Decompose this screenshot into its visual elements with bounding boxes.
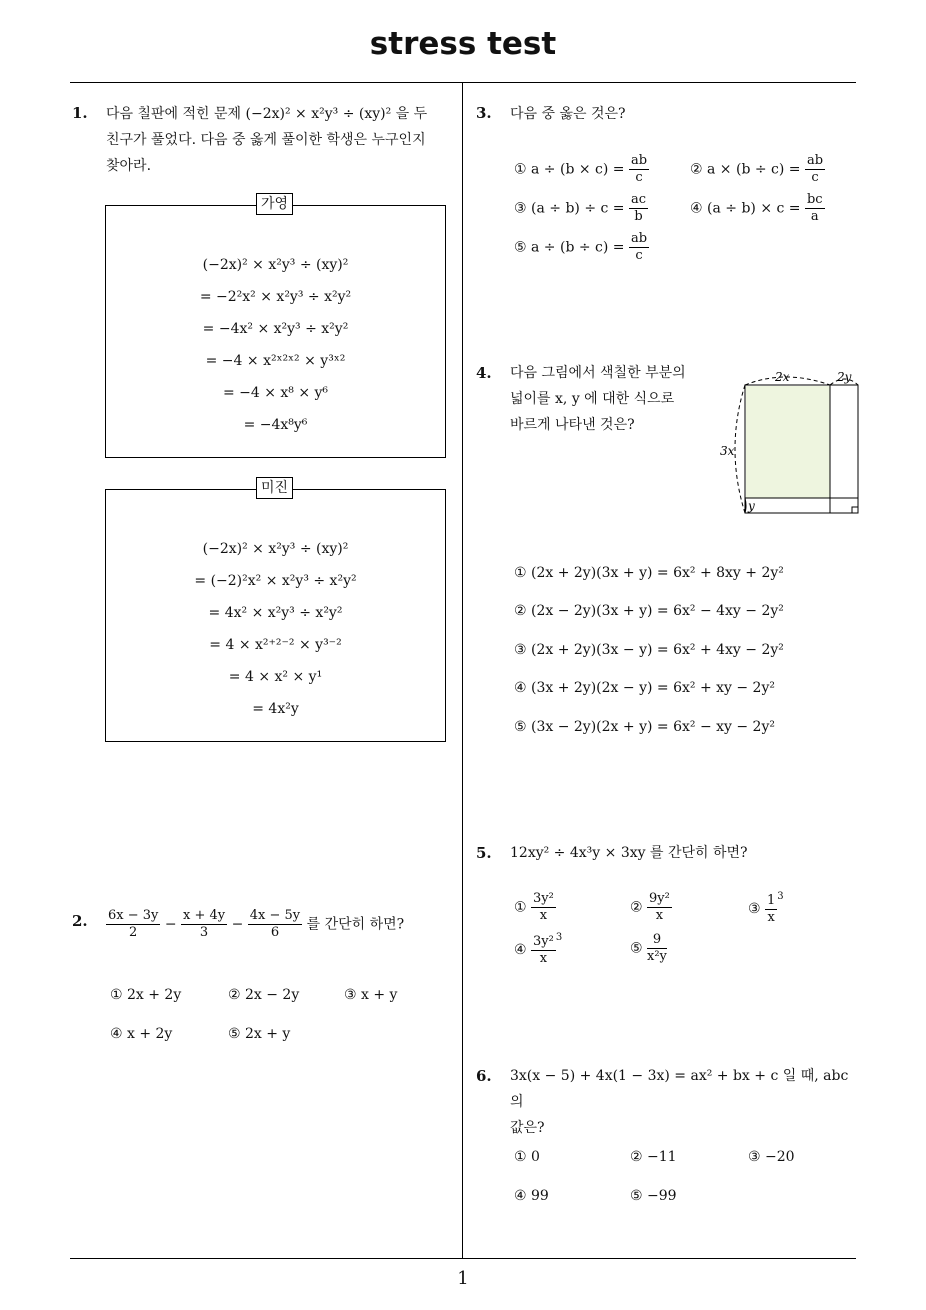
question-text: 다음 중 옳은 것은? [510,106,626,122]
denominator: x [655,908,664,923]
choice-2[interactable] [690,153,825,186]
numerator: 1 [767,892,776,908]
denominator: 2 [129,925,138,940]
fraction [248,908,302,941]
question-text [510,360,686,438]
question-number: 2. [72,912,88,930]
choice-3[interactable]: ③ −20 [748,1149,795,1165]
choice-mark: ② [630,899,643,916]
denominator: 3 [199,925,209,940]
choice-lhs: ② a × (b ÷ c) = [690,161,801,178]
operator: − [231,916,244,933]
fraction [805,192,825,225]
choice-5[interactable] [514,231,649,264]
page-number: 1 [457,1268,469,1289]
numerator: ab [806,153,824,168]
fraction [647,891,672,924]
choice-1[interactable] [514,891,556,924]
numerator: bc [806,192,823,207]
denominator: x [539,950,548,966]
numerator: 3y² [533,933,554,949]
denominator: c [635,170,643,185]
solution-step: = 4x²y [252,701,299,717]
header-rule [70,82,856,83]
choice-mark: ① [514,899,527,916]
question-text-line: 값은? [510,1120,545,1136]
label-top-left: 2x [775,370,790,384]
fraction [629,192,648,225]
denominator: x [767,909,775,925]
choice-3[interactable] [514,192,648,225]
numerator: 3y² [533,891,554,906]
choice-4[interactable]: ④ (3x + 2y)(2x − y) = 6x² + xy − 2y² [514,680,775,696]
footer-rule [70,1258,856,1259]
choice-4[interactable]: ④ 99 [514,1188,549,1204]
question-text-line: 다음 칠판에 적힌 문제 (−2x)² × x²y³ ÷ (xy)² 을 두 [106,106,428,122]
choice-4[interactable]: ④ x + 2y [110,1026,173,1042]
solution-box-gayoung [105,205,446,458]
choice-4[interactable] [514,932,562,967]
question-expression [106,908,404,941]
fraction [765,893,777,926]
choice-1[interactable]: ① 2x + 2y [110,987,182,1003]
label-bottom: y [748,499,755,513]
denominator: x²y [647,949,667,964]
denominator: c [635,248,643,263]
choice-lhs: ④ (a ÷ b) × c = [690,200,801,217]
exponent: 3 [555,932,563,943]
solution-box-mijin [105,489,446,742]
question-text-line: 찾아라. [106,158,152,174]
denominator: b [634,209,643,224]
label-left: 3x [720,444,735,458]
question-text [510,1063,860,1141]
choice-5[interactable]: ⑤ (3x − 2y)(2x + y) = 6x² − xy − 2y² [514,719,775,735]
solution-step: = −4x⁸y⁶ [243,417,308,433]
solution-step: = 4 × x² × y¹ [228,669,323,685]
choice-4[interactable] [690,192,825,225]
exponent: 3 [777,891,784,902]
solution-box-label: 가영 [256,193,293,215]
solution-step: (−2x)² × x²y³ ÷ (xy)² [202,257,349,273]
numerator: ab [630,231,648,246]
choice-mark: ③ [748,901,761,917]
numerator: ab [630,153,648,168]
choice-mark: ⑤ [630,940,643,957]
solution-box-label: 미진 [256,477,293,499]
question-text-line: 친구가 풀었다. 다음 중 옳게 풀이한 학생은 누구인지 [106,132,426,148]
solution-step: = −4x² × x²y³ ÷ x²y² [202,321,349,337]
choice-3[interactable]: ③ x + y [344,987,398,1003]
solution-step: = −2²x² × x²y³ ÷ x²y² [199,289,352,305]
solution-step: = 4x² × x²y³ ÷ x²y² [208,605,343,621]
choice-1[interactable] [514,153,649,186]
fraction [629,231,649,264]
numerator: ac [630,192,647,207]
page-title: stress test [369,26,557,62]
choice-mark: ④ [514,942,527,958]
question-text-line: 다음 그림에서 색칠한 부분의 [510,365,686,381]
choice-5[interactable]: ⑤ −99 [630,1188,677,1204]
choice-2[interactable]: ② (2x − 2y)(3x + y) = 6x² − 4xy − 2y² [514,603,784,619]
numerator: 9y² [649,891,670,906]
label-top-right: 2y [837,370,852,384]
choice-5[interactable]: ⑤ 2x + y [228,1026,291,1042]
question-text: 를 간단히 하면? [306,916,405,933]
denominator: 6 [270,925,280,940]
question-number: 5. [476,844,492,862]
solution-step: (−2x)² × x²y³ ÷ (xy)² [202,541,349,557]
numerator: 6x − 3y [108,908,159,923]
column-divider [462,83,463,1259]
denominator: a [810,209,819,224]
choice-lhs: ① a ÷ (b × c) = [514,161,625,178]
solution-steps [106,249,445,441]
fraction [531,891,556,924]
numerator: x + 4y [183,908,226,923]
solution-step: = −4 × x⁸ × y⁶ [222,385,329,401]
question-number: 6. [476,1067,492,1085]
dimension-arc-left [735,385,745,513]
choice-1[interactable]: ① 0 [514,1149,540,1165]
choice-lhs: ③ (a ÷ b) ÷ c = [514,200,625,217]
solution-step: = (−2)²x² × x²y³ ÷ x²y² [194,573,357,589]
right-angle-mark [852,507,858,513]
question-number: 1. [72,104,88,122]
fraction [805,153,825,186]
choice-2[interactable]: ② 2x − 2y [228,987,300,1003]
denominator: c [811,170,819,185]
fraction [629,153,649,186]
question-text: 12xy² ÷ 4x³y × 3xy 를 간단히 하면? [510,845,748,861]
choice-1[interactable]: ① (2x + 2y)(3x + y) = 6x² + 8xy + 2y² [514,565,784,581]
numerator: 4x − 5y [249,908,301,923]
choice-5[interactable] [630,932,667,965]
numerator: 9 [647,932,667,949]
operator: − [164,916,177,933]
solution-steps [106,533,445,725]
choice-2[interactable]: ② −11 [630,1149,677,1165]
shaded-region [746,386,830,498]
question-text-line: 3x(x − 5) + 4x(1 − 3x) = ax² + bx + c 일 때, abc 의 [510,1068,849,1110]
fraction [531,934,556,967]
question-text [106,101,456,179]
denominator: x [539,908,548,923]
solution-step: = 4 × x²⁺²⁻² × y³⁻² [209,637,342,653]
question-text-line: 바르게 나타낸 것은? [510,417,635,433]
solution-step: = −4 × x²ˣ²ˣ² × y³ˣ² [205,353,346,369]
fraction [647,932,667,965]
choice-3[interactable] [748,891,784,926]
choice-lhs: ⑤ a ÷ (b ÷ c) = [514,239,625,256]
choice-3[interactable]: ③ (2x + 2y)(3x − y) = 6x² + 4xy − 2y² [514,642,784,658]
fraction [181,908,227,941]
question-number: 4. [476,364,492,382]
rectangle-figure [715,365,865,520]
question-text-line: 넓이를 x, y 에 대한 식으로 [510,391,675,407]
fraction [106,908,160,941]
choice-2[interactable] [630,891,672,924]
question-number: 3. [476,104,492,122]
